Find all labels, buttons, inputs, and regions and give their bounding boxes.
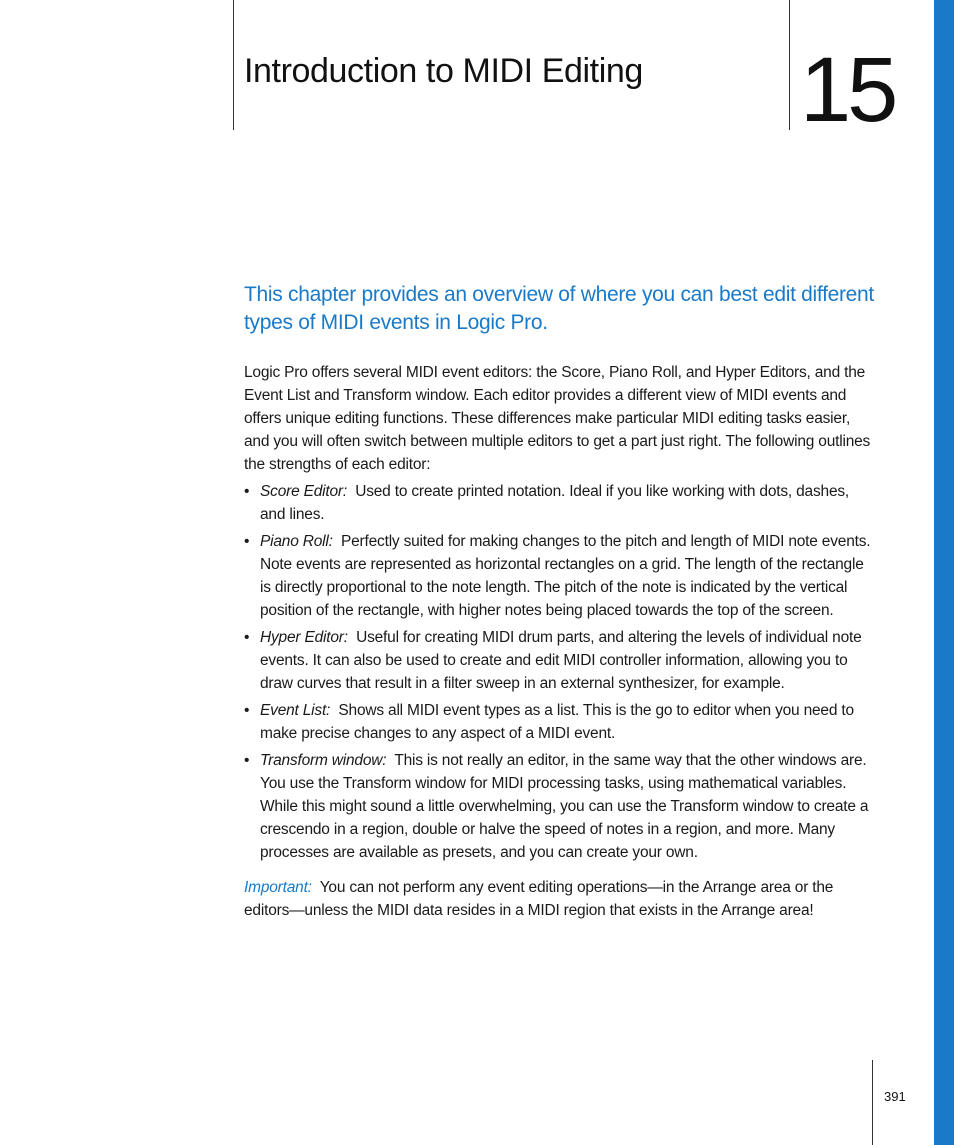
- list-item-event-list: [244, 699, 872, 745]
- header-rule-right: [789, 0, 790, 130]
- list-item-term: Event List:: [260, 702, 331, 719]
- side-tab-bar: [934, 0, 954, 1145]
- page-number: 391: [884, 1089, 906, 1104]
- list-item-text: Used to create printed notation. Ideal if you like working with dots, dashes, and lines.: [260, 483, 850, 523]
- list-item-text: This is not really an editor, in the same way that the other windows are. You use the Transform window for MIDI processing tasks, using mathematical variables. While this might sound a little overwhelming, you can use the Transform window to create a crescendo in a region, double or halve the speed of notes in a region, and more. Many processes are available as presets, and you can create your own.: [260, 752, 869, 861]
- bullet-icon: •: [244, 752, 250, 769]
- list-item-term: Transform window:: [260, 752, 387, 769]
- important-label: Important:: [244, 879, 312, 896]
- chapter-intro: This chapter provides an overview of where you can best edit different types of MIDI events in Logic Pro.: [244, 283, 874, 334]
- list-item-score-editor: [244, 480, 872, 526]
- bullet-icon: •: [244, 702, 250, 719]
- bullet-icon: •: [244, 533, 250, 550]
- bullet-icon: •: [244, 629, 250, 646]
- list-item-term: Score Editor:: [260, 483, 347, 500]
- list-item-hyper-editor: [244, 626, 872, 695]
- list-item-transform-window: [244, 749, 872, 864]
- bullet-icon: •: [244, 483, 250, 500]
- list-item-text: Useful for creating MIDI drum parts, and altering the levels of individual note events. It can also be used to create and edit MIDI controller information, allowing you to draw curves that result in a filter sweep in an external synthesizer, for example.: [260, 629, 862, 692]
- important-note: [244, 876, 872, 922]
- chapter-title: Introduction to MIDI Editing: [244, 52, 643, 90]
- list-item-term: Hyper Editor:: [260, 629, 348, 646]
- footer-rule: [872, 1060, 873, 1145]
- list-item-text: Shows all MIDI event types as a list. This is the go to editor when you need to make precise changes to any aspect of a MIDI event.: [260, 702, 854, 742]
- body-content: [244, 361, 872, 926]
- list-item-piano-roll: [244, 530, 872, 622]
- header-rule-left: [233, 0, 234, 130]
- editor-list: [244, 480, 872, 864]
- important-text: You can not perform any event editing operations—in the Arrange area or the editors—unless the MIDI data resides in a MIDI region that exists in the Arrange area!: [244, 879, 834, 919]
- list-item-text: Perfectly suited for making changes to the pitch and length of MIDI note events. Note events are represented as horizontal rectangles on a grid. The length of the rectangle is directly proportional to the note length. The pitch of the note is indicated by the vertical position of the rectangle, with higher notes being placed towards the top of the screen.: [260, 533, 871, 619]
- chapter-number: 15: [800, 39, 895, 141]
- list-item-term: Piano Roll:: [260, 533, 333, 550]
- body-paragraph: Logic Pro offers several MIDI event editors: the Score, Piano Roll, and Hyper Editors, and the Event List and Transform window. Each editor provides a different view of MIDI events and offers unique editing functions. These differences make particular MIDI editing tasks easier, and you will often switch between multiple editors to get a part just right. The following outlines the strengths of each editor:: [244, 364, 871, 473]
